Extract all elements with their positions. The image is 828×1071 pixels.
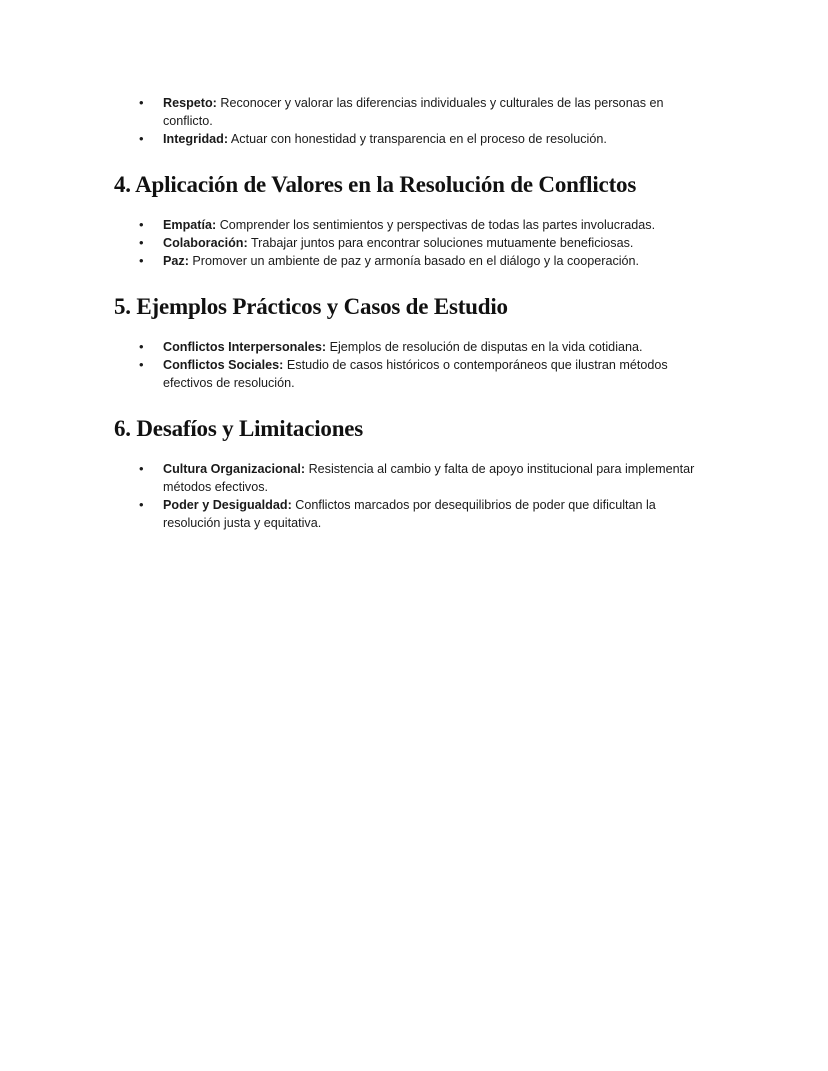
- list-item: [139, 460, 714, 496]
- list-item-text: Ejemplos de resolución de disputas en la vida cotidiana.: [329, 340, 643, 354]
- section-heading: 6. Desafíos y Limitaciones: [114, 416, 364, 441]
- list-item-term: Paz:: [163, 254, 189, 268]
- list-item-term: Cultura Organizacional:: [163, 462, 306, 476]
- document-body: [114, 94, 714, 532]
- list-item-term: Integridad:: [163, 132, 229, 146]
- list-item-term: Poder y Desigualdad:: [163, 498, 292, 512]
- bullet-icon: •: [139, 253, 144, 268]
- bullet-icon: •: [139, 95, 144, 110]
- list-item: [139, 252, 714, 270]
- section-list: [114, 216, 714, 270]
- list-item-text: Resistencia al cambio y falta de apoyo institucional para implementar métodos efectivos.: [163, 462, 695, 494]
- list-item-term: Conflictos Interpersonales:: [163, 340, 327, 354]
- list-item: [139, 234, 714, 252]
- bullet-icon: •: [139, 339, 144, 354]
- intro-list: [114, 94, 714, 148]
- list-item: [139, 356, 714, 392]
- list-item: [139, 216, 714, 234]
- section-heading: 5. Ejemplos Prácticos y Casos de Estudio: [114, 294, 508, 319]
- list-item-text: Estudio de casos históricos o contemporáneos que ilustran métodos efectivos de resolución.: [163, 358, 668, 390]
- bullet-icon: •: [139, 497, 144, 512]
- list-item: [139, 94, 714, 130]
- list-item-text: Reconocer y valorar las diferencias individuales y culturales de las personas en conflicto.: [163, 96, 664, 128]
- list-item-text: Promover un ambiente de paz y armonía basado en el diálogo y la cooperación.: [192, 254, 640, 268]
- list-item: [139, 496, 714, 532]
- bullet-icon: •: [139, 131, 144, 146]
- bullet-icon: •: [139, 357, 144, 372]
- list-item-text: Trabajar juntos para encontrar soluciones mutuamente beneficiosas.: [250, 236, 634, 250]
- bullet-icon: •: [139, 217, 144, 232]
- list-item: [139, 338, 714, 356]
- list-item-text: Actuar con honestidad y transparencia en el proceso de resolución.: [230, 132, 607, 146]
- list-item-text: Conflictos marcados por desequilibrios de poder que dificultan la resolución justa y equitativa.: [163, 498, 656, 530]
- section-list: [114, 460, 714, 532]
- bullet-icon: •: [139, 461, 144, 476]
- list-item-text: Comprender los sentimientos y perspectivas de todas las partes involucradas.: [219, 218, 656, 232]
- list-item-term: Respeto:: [163, 96, 217, 110]
- list-item-term: Empatía:: [163, 218, 217, 232]
- section-list: [114, 338, 714, 392]
- list-item-term: Colaboración:: [163, 236, 248, 250]
- section-heading: 4. Aplicación de Valores en la Resolución de Conflictos: [114, 172, 637, 197]
- list-item: [139, 130, 714, 148]
- list-item-term: Conflictos Sociales:: [163, 358, 284, 372]
- bullet-icon: •: [139, 235, 144, 250]
